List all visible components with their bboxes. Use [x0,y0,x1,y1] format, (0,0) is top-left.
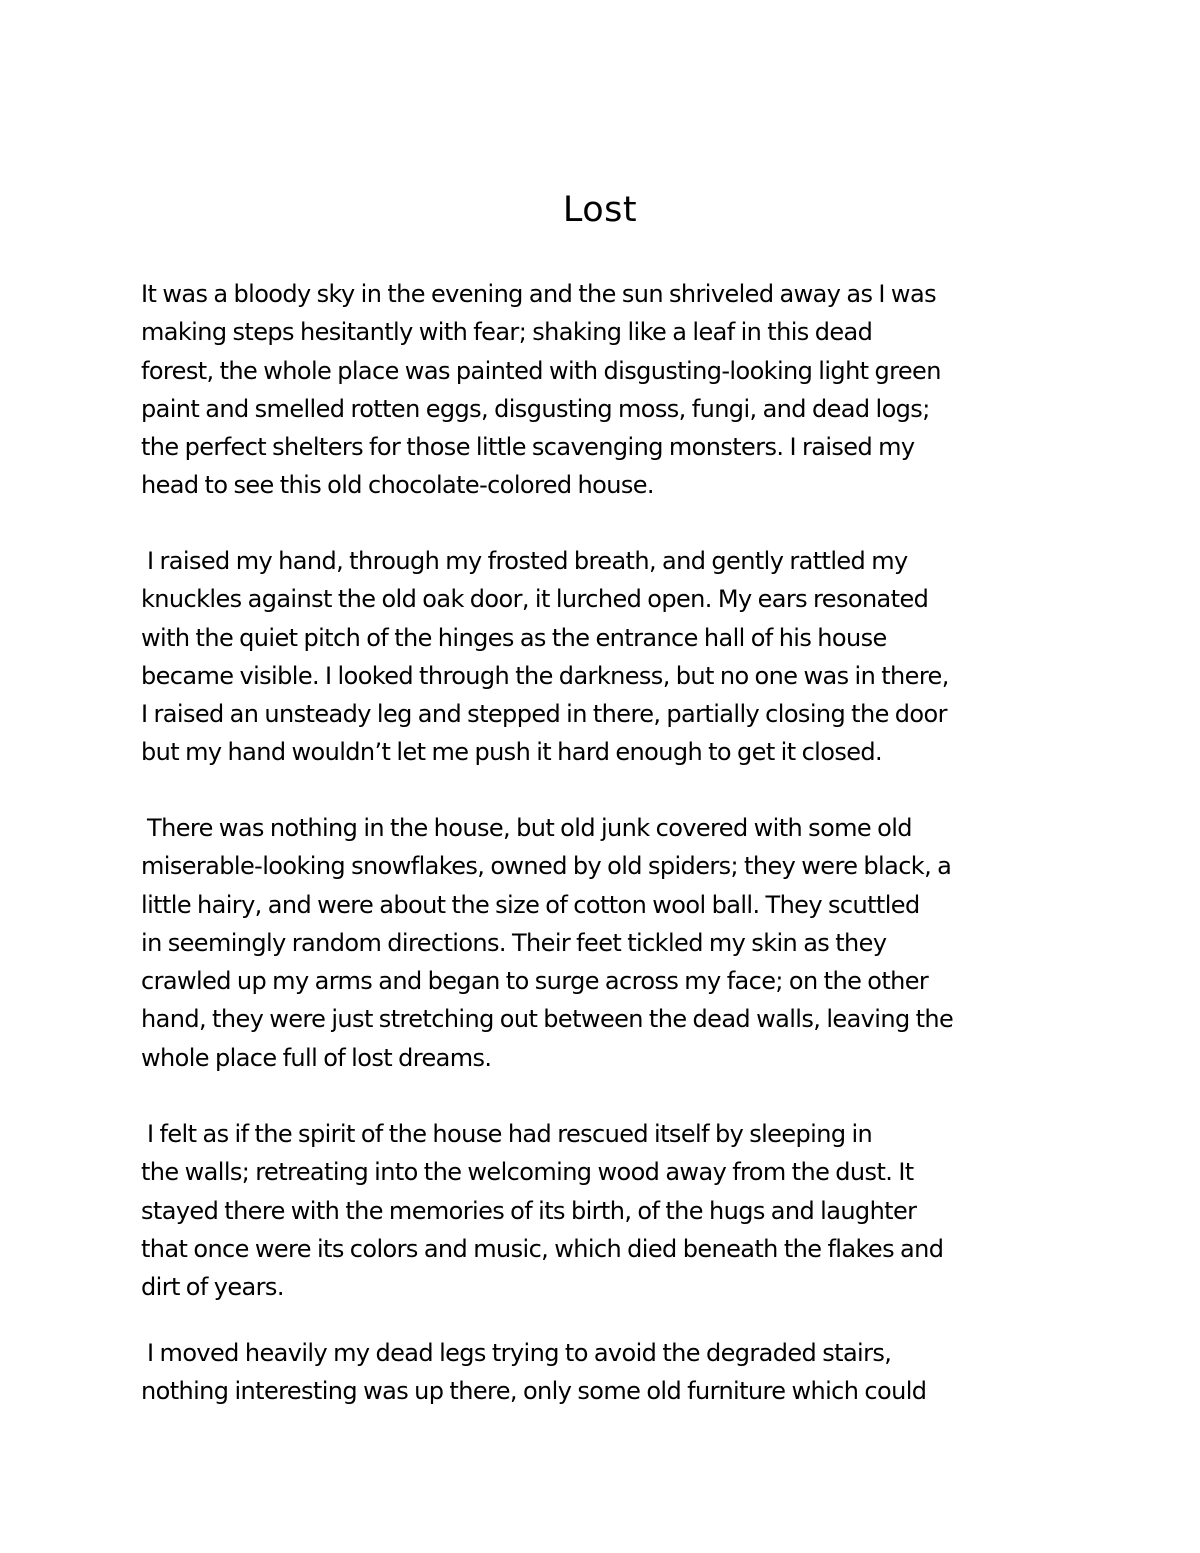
text-line: There was nothing in the house, but old junk covered with some old [141,814,912,842]
text-line: in seemingly random directions. Their feet tickled my skin as they [141,928,887,957]
text-line: head to see this old chocolate-colored house. [141,471,654,500]
paragraph-3 [141,809,1081,1077]
text-line: that once were its colors and music, which died beneath the flakes and [141,1234,944,1263]
paragraph-5 [141,1334,1081,1411]
text-line: the walls; retreating into the welcoming wood away from the dust. It [141,1158,914,1187]
text-line: hand, they were just stretching out between the dead walls, leaving the [141,1005,954,1034]
text-line: I raised my hand, through my frosted breath, and gently rattled my [141,547,908,575]
text-line: I felt as if the spirit of the house had rescued itself by sleeping in [141,1120,873,1148]
text-line: miserable-looking snowflakes, owned by old spiders; they were black, a [141,852,952,881]
text-line: I raised an unsteady leg and stepped in there, partially closing the door [141,700,947,729]
text-line: forest, the whole place was painted with disgusting-looking light green [141,356,941,385]
text-line: stayed there with the memories of its birth, of the hugs and laughter [141,1196,917,1225]
text-line: little hairy, and were about the size of cotton wool ball. They scuttled [141,890,920,919]
text-line: whole place full of lost dreams. [141,1043,492,1072]
text-line: making steps hesitantly with fear; shaking like a leaf in this dead [141,318,873,347]
text-line: It was a bloody sky in the evening and the sun shriveled away as I was [141,280,936,308]
text-line: crawled up my arms and began to surge across my face; on the other [141,967,929,996]
text-line: with the quiet pitch of the hinges as the entrance hall of his house [141,623,887,652]
text-line: nothing interesting was up there, only some old furniture which could [141,1377,927,1406]
text-line: but my hand wouldn’t let me push it hard enough to get it closed. [141,738,883,767]
text-line: I moved heavily my dead legs trying to avoid the degraded stairs, [141,1339,892,1367]
text-line: knuckles against the old oak door, it lurched open. My ears resonated [141,585,929,614]
text-line: dirt of years. [141,1273,284,1302]
text-line: paint and smelled rotten eggs, disgusting moss, fungi, and dead logs; [141,394,930,423]
text-line: the perfect shelters for those little scavenging monsters. I raised my [141,433,915,462]
paragraph-2 [141,542,1081,772]
text-line: became visible. I looked through the darkness, but no one was in there, [141,661,949,690]
document-title: Lost [562,190,638,230]
paragraph-4 [141,1115,1081,1306]
paragraph-1 [141,275,1081,505]
